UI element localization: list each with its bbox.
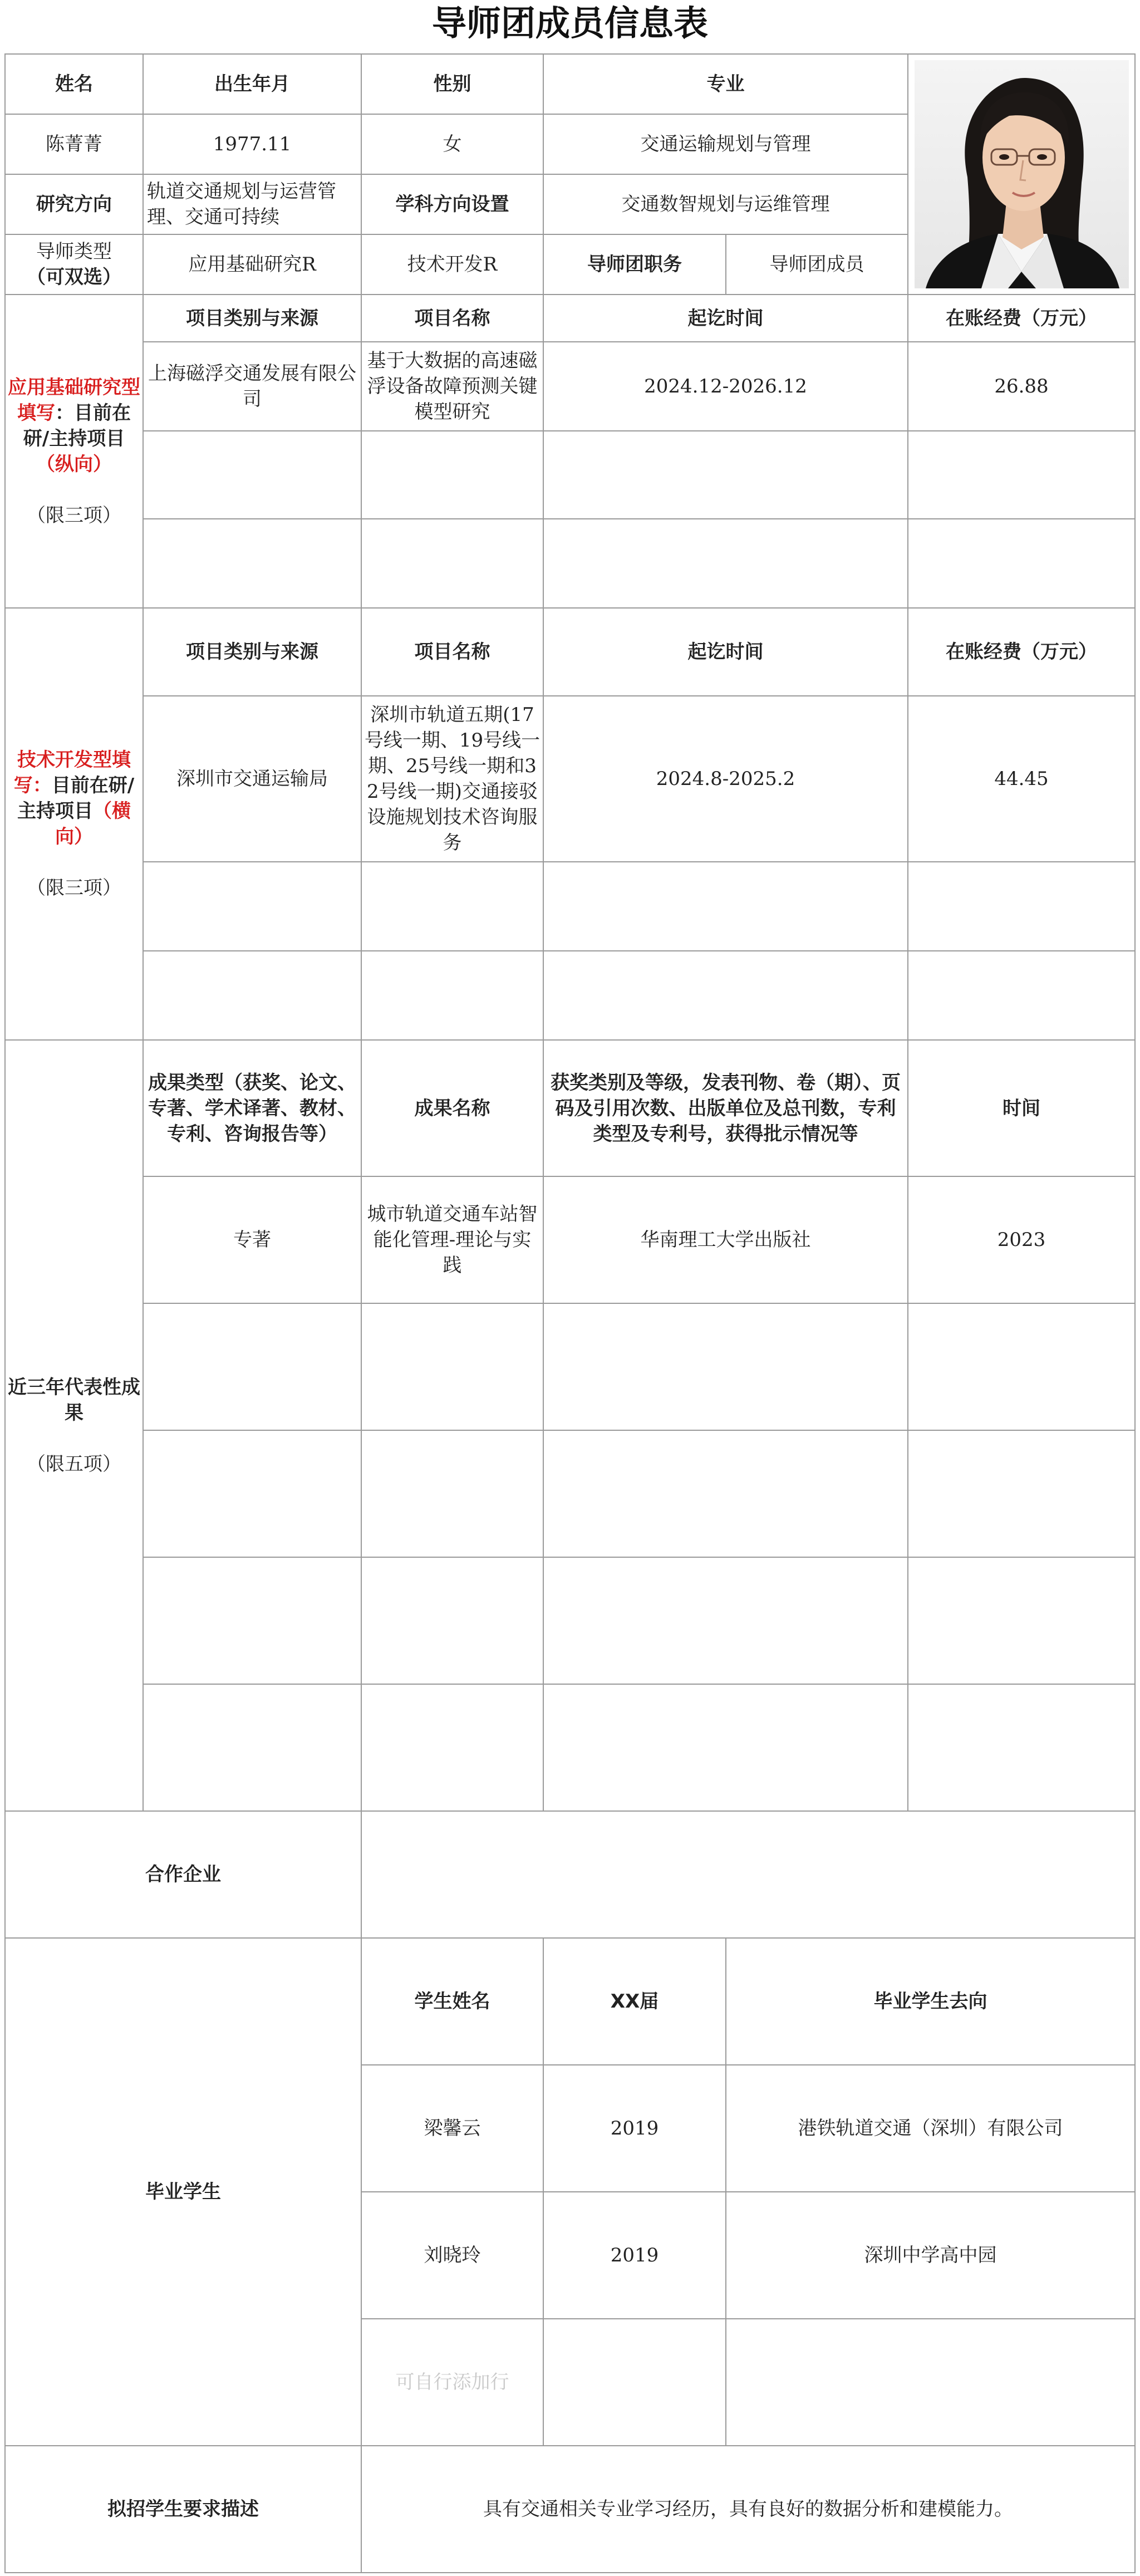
name-label: 姓名 [5, 54, 143, 114]
table-row [5, 1557, 1135, 1684]
mentor-role-label: 导师团职务 [543, 234, 726, 295]
grad-row2-name[interactable]: 刘晓玲 [361, 2192, 543, 2319]
ach-col-name: 成果名称 [361, 1040, 543, 1176]
gender-label: 性别 [361, 54, 543, 114]
basic-row1-fund[interactable]: 26.88 [908, 342, 1135, 431]
ach-row4-name[interactable] [361, 1557, 543, 1684]
tech-dev-label [5, 608, 143, 1040]
tech-dev-limit: （限三项） [27, 877, 121, 899]
achievements-label [5, 1040, 143, 1811]
portrait-photo-icon [915, 60, 1129, 288]
ach-row5-name[interactable] [361, 1684, 543, 1811]
table-row [5, 519, 1135, 608]
ach-row4-type[interactable] [143, 1557, 361, 1684]
requirements-label: 拟招学生要求描述 [5, 2446, 361, 2573]
basic-row1-source[interactable]: 上海磁浮交通发展有限公司 [143, 342, 361, 431]
tech-col-source: 项目类别与来源 [143, 608, 361, 696]
ach-row1-name[interactable]: 城市轨道交通车站智能化管理-理论与实践 [361, 1176, 543, 1303]
grad-col-class: XX届 [543, 1938, 726, 2065]
tech-row2-period[interactable] [543, 862, 908, 951]
table-row [5, 951, 1135, 1040]
page-title: 导师团成员信息表 [431, 3, 708, 43]
basic-research-label-red: 应用基础研究型填写 [8, 376, 140, 424]
grad-row2-class[interactable]: 2019 [543, 2192, 726, 2319]
tech-row1-fund[interactable]: 44.45 [908, 696, 1135, 862]
basic-row3-source[interactable] [143, 519, 361, 608]
ach-row5-type[interactable] [143, 1684, 361, 1811]
major-label: 专业 [543, 54, 908, 114]
grad-row1-class[interactable]: 2019 [543, 2065, 726, 2192]
tech-dev-label-red: 技术开发型填写： [13, 749, 131, 797]
research-value[interactable]: 轨道交通规划与运营管理、交通可持续 [143, 174, 361, 234]
grad-col-name: 学生姓名 [361, 1938, 543, 2065]
info-form-table [4, 53, 1136, 2573]
grad-row1-name[interactable]: 梁馨云 [361, 2065, 543, 2192]
table-row [5, 1303, 1135, 1430]
tech-row1-name[interactable]: 深圳市轨道五期(17号线一期、19号线一期、25号线一期和32号线一期)交通接驳设施规划技术咨询服务 [361, 696, 543, 862]
table-row [5, 342, 1135, 431]
tech-col-period: 起讫时间 [543, 608, 908, 696]
achievements-label-text: 近三年代表性成果 [8, 1376, 140, 1424]
gender-value[interactable]: 女 [361, 114, 543, 174]
basic-research-label [5, 295, 143, 608]
tech-row2-source[interactable] [143, 862, 361, 951]
mentor-type-option-basic[interactable]: 应用基础研究R [143, 234, 361, 295]
basic-row3-period[interactable] [543, 519, 908, 608]
basic-row2-period[interactable] [543, 431, 908, 519]
research-label: 研究方向 [5, 174, 143, 234]
tech-dev-label-horizontal: （横向） [55, 800, 131, 848]
tech-row3-period[interactable] [543, 951, 908, 1040]
photo-cell [908, 54, 1135, 295]
basic-col-fund: 在账经费（万元） [908, 295, 1135, 342]
ach-row2-detail[interactable] [543, 1303, 908, 1430]
ach-row2-type[interactable] [143, 1303, 361, 1430]
graduates-label: 毕业学生 [5, 1938, 361, 2446]
grad-row3-class[interactable] [543, 2319, 726, 2446]
ach-col-time: 时间 [908, 1040, 1135, 1176]
ach-row2-time[interactable] [908, 1303, 1135, 1430]
ach-row1-time[interactable]: 2023 [908, 1176, 1135, 1303]
basic-row1-name[interactable]: 基于大数据的高速磁浮设备故障预测关键模型研究 [361, 342, 543, 431]
discipline-label: 学科方向设置 [361, 174, 543, 234]
birth-value[interactable]: 1977.11 [143, 114, 361, 174]
mentor-role-value[interactable]: 导师团成员 [726, 234, 908, 295]
basic-research-colon: ： [55, 401, 74, 424]
ach-row4-detail[interactable] [543, 1557, 908, 1684]
ach-col-type: 成果类型（获奖、论文、专著、学术译著、教材、专利、咨询报告等） [143, 1040, 361, 1176]
requirements-value[interactable]: 具有交通相关专业学习经历，具有良好的数据分析和建模能力。 [361, 2446, 1135, 2573]
name-value[interactable]: 陈菁菁 [5, 114, 143, 174]
grad-col-dest: 毕业学生去向 [726, 1938, 1135, 2065]
partner-value[interactable] [361, 1811, 1135, 1938]
tech-row3-fund[interactable] [908, 951, 1135, 1040]
mentor-type-label-line1: 导师类型 [36, 241, 112, 263]
basic-row2-name[interactable] [361, 431, 543, 519]
discipline-value[interactable]: 交通数智规划与运维管理 [543, 174, 908, 234]
ach-row2-name[interactable] [361, 1303, 543, 1430]
grad-add-row-hint[interactable]: 可自行添加行 [361, 2319, 543, 2446]
ach-col-detail: 获奖类别及等级，发表刊物、卷（期）、页码及引用次数、出版单位及总刊数，专利类型及专利号，获得批示情况等 [543, 1040, 908, 1176]
ach-row3-type[interactable] [143, 1430, 361, 1557]
table-row [5, 1684, 1135, 1811]
basic-row3-fund[interactable] [908, 519, 1135, 608]
birth-label: 出生年月 [143, 54, 361, 114]
ach-row3-name[interactable] [361, 1430, 543, 1557]
table-row [5, 1176, 1135, 1303]
tech-row3-name[interactable] [361, 951, 543, 1040]
table-row [5, 431, 1135, 519]
basic-row2-fund[interactable] [908, 431, 1135, 519]
basic-research-limit: （限三项） [27, 504, 121, 527]
partner-label: 合作企业 [5, 1811, 361, 1938]
mentor-type-label-line2: （可双选） [27, 266, 121, 288]
tech-dev-label-main: 目前在研/主持项目 [17, 774, 135, 822]
major-value[interactable]: 交通运输规划与管理 [543, 114, 908, 174]
table-row [5, 696, 1135, 862]
ach-row5-detail[interactable] [543, 1684, 908, 1811]
ach-row1-type[interactable]: 专著 [143, 1176, 361, 1303]
basic-col-period: 起讫时间 [543, 295, 908, 342]
table-row [5, 862, 1135, 951]
basic-research-label-vertical: （纵向） [36, 453, 112, 475]
basic-row3-name[interactable] [361, 519, 543, 608]
mentor-type-label [5, 234, 143, 295]
basic-row1-period[interactable]: 2024.12-2026.12 [543, 342, 908, 431]
tech-row1-period[interactable]: 2024.8-2025.2 [543, 696, 908, 862]
ach-row3-detail[interactable] [543, 1430, 908, 1557]
grad-row3-dest[interactable] [726, 2319, 1135, 2446]
tech-row1-source[interactable]: 深圳市交通运输局 [143, 696, 361, 862]
ach-row4-time[interactable] [908, 1557, 1135, 1684]
mentor-type-option-tech[interactable]: 技术开发R [361, 234, 543, 295]
tech-col-fund: 在账经费（万元） [908, 608, 1135, 696]
ach-row1-detail[interactable]: 华南理工大学出版社 [543, 1176, 908, 1303]
ach-row5-time[interactable] [908, 1684, 1135, 1811]
table-row [5, 1430, 1135, 1557]
tech-row3-source[interactable] [143, 951, 361, 1040]
basic-col-source: 项目类别与来源 [143, 295, 361, 342]
grad-row2-dest[interactable]: 深圳中学高中园 [726, 2192, 1135, 2319]
basic-row2-source[interactable] [143, 431, 361, 519]
tech-row2-fund[interactable] [908, 862, 1135, 951]
achievements-limit: （限五项） [27, 1453, 121, 1475]
tech-col-name: 项目名称 [361, 608, 543, 696]
tech-row2-name[interactable] [361, 862, 543, 951]
basic-research-label-main: 目前在研/主持项目 [23, 401, 131, 450]
grad-row1-dest[interactable]: 港铁轨道交通（深圳）有限公司 [726, 2065, 1135, 2192]
ach-row3-time[interactable] [908, 1430, 1135, 1557]
basic-col-name: 项目名称 [361, 295, 543, 342]
